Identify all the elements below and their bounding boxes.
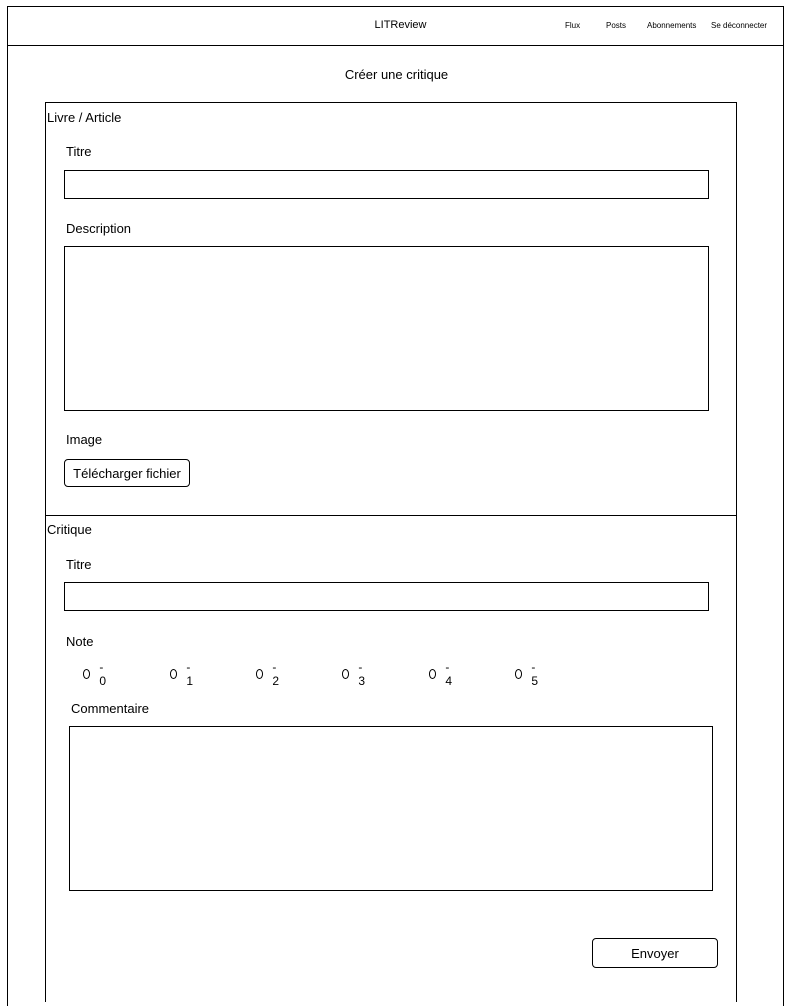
top-navbar xyxy=(7,6,784,46)
nav-link-flux[interactable]: Flux xyxy=(565,21,581,30)
book-title-input[interactable] xyxy=(64,170,709,199)
rating-option-3[interactable] xyxy=(342,660,368,688)
radio-button-icon[interactable] xyxy=(256,669,263,679)
book-description-label: Description xyxy=(66,221,132,236)
upload-file-button[interactable]: Télécharger fichier xyxy=(64,459,190,487)
rating-option-5[interactable] xyxy=(515,660,541,688)
book-image-label: Image xyxy=(66,432,103,447)
rating-option-2[interactable] xyxy=(256,660,282,688)
submit-button[interactable]: Envoyer xyxy=(592,938,718,968)
radio-button-icon[interactable] xyxy=(83,669,90,679)
comment-textarea[interactable] xyxy=(69,726,713,891)
rating-option-label: - 0 xyxy=(99,660,107,688)
rating-option-label: - 1 xyxy=(186,660,194,688)
nav-link-logout[interactable]: Se déconnecter xyxy=(711,21,768,30)
review-section-title: Critique xyxy=(47,522,92,537)
nav-link-posts[interactable]: Posts xyxy=(606,21,627,30)
rating-label: Note xyxy=(66,634,94,649)
review-title-input[interactable] xyxy=(64,582,709,611)
radio-button-icon[interactable] xyxy=(429,669,436,679)
book-title-label: Titre xyxy=(66,144,92,159)
book-description-textarea[interactable] xyxy=(64,246,709,411)
rating-option-label: - 2 xyxy=(272,660,280,688)
rating-option-4[interactable] xyxy=(429,660,455,688)
page-title: Créer une critique xyxy=(344,67,449,82)
rating-option-1[interactable] xyxy=(170,660,196,688)
comment-label: Commentaire xyxy=(71,701,150,716)
review-title-label: Titre xyxy=(66,557,92,572)
book-section-title: Livre / Article xyxy=(47,110,122,125)
rating-option-label: - 3 xyxy=(358,660,366,688)
radio-button-icon[interactable] xyxy=(170,669,177,679)
rating-option-label: - 4 xyxy=(445,660,453,688)
rating-option-label: - 5 xyxy=(531,660,539,688)
rating-option-0[interactable] xyxy=(83,660,109,688)
radio-button-icon[interactable] xyxy=(342,669,349,679)
app-title: LITReview xyxy=(374,19,427,31)
section-divider xyxy=(45,515,737,516)
radio-button-icon[interactable] xyxy=(515,669,522,679)
nav-link-subscriptions[interactable]: Abonnements xyxy=(647,21,697,30)
